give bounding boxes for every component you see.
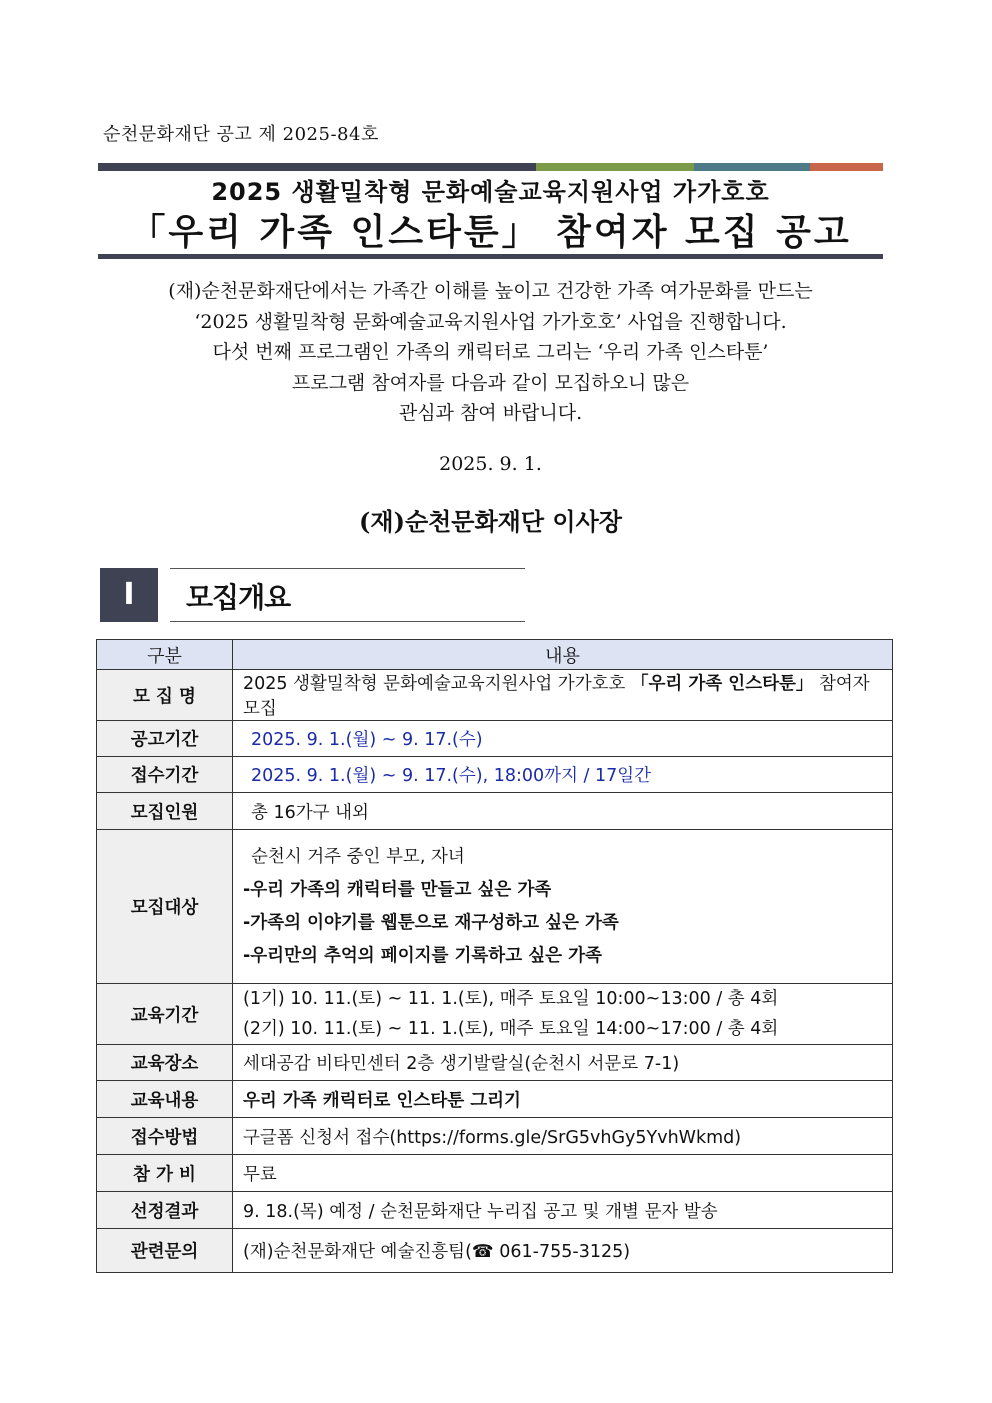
target-line: -가족의 이야기를 웹툰으로 재구성하고 싶은 가족 (243, 912, 619, 933)
edu-period-line: (1기) 10. 11.(토) ~ 11. 1.(토), 매주 토요일 10:00~13:00 / 총 4회 (243, 989, 779, 1009)
table-row (97, 1081, 893, 1118)
row-label: 접수방법 (97, 1118, 233, 1155)
fee-value: 무료 (233, 1155, 893, 1192)
table-row (97, 1045, 893, 1081)
organization-signature: (재)순천문화재단 이사장 (359, 507, 622, 536)
intro-paragraph (98, 276, 883, 429)
application-period-value: 2025. 9. 1.(월) ~ 9. 17.(수), 18:00까지 / 17일간 (233, 757, 893, 793)
section-rule-bottom (170, 621, 525, 622)
title-line-2: 「우리 가족 인스타툰」 참여자 모집 공고 (129, 212, 852, 253)
row-label: 관련문의 (97, 1229, 233, 1273)
row-label: 모 집 명 (97, 670, 233, 721)
edu-place-value: 세대공감 비타민센터 2층 생기발랄실(순천시 서문로 7-1) (233, 1045, 893, 1081)
contact-value: (재)순천문화재단 예술진흥팀(☎ 061-755-3125) (233, 1229, 893, 1273)
target-line: -우리만의 추억의 페이지를 기록하고 싶은 가족 (243, 945, 602, 966)
edu-period-value (233, 984, 893, 1045)
section-rule-top (170, 568, 525, 569)
table-row (97, 1155, 893, 1192)
table-row (97, 793, 893, 830)
recruit-name-suffix: 참여자 모집 (243, 674, 870, 719)
selection-value: 9. 18.(목) 예정 / 순천문화재단 누리집 공고 및 개별 문자 발송 (233, 1192, 893, 1229)
recruit-name-prefix: 2025 생활밀착형 문화예술교육지원사업 가가호호 (243, 674, 631, 694)
intro-line: 프로그램 참여자를 다음과 같이 모집하오니 많은 (291, 371, 690, 394)
table-row (97, 670, 893, 721)
notice-number: 순천문화재단 공고 제 2025-84호 (103, 124, 379, 145)
row-label: 참 가 비 (97, 1155, 233, 1192)
header-bar-segment (810, 163, 883, 171)
table-row (97, 984, 893, 1045)
row-label: 모집인원 (97, 793, 233, 830)
header-content: 내용 (233, 640, 893, 670)
program-name: 「우리 가족 인스타툰」 (630, 674, 814, 694)
target-line: 순천시 거주 중인 부모, 자녀 (251, 846, 465, 867)
edu-period-line: (2기) 10. 11.(토) ~ 11. 1.(토), 매주 토요일 14:00~17:00 / 총 4회 (243, 1019, 779, 1039)
edu-content-value: 우리 가족 캐릭터로 인스타툰 그리기 (233, 1081, 893, 1118)
row-value (233, 670, 893, 721)
header-bar-segment (536, 163, 694, 171)
intro-line: (재)순천문화재단에서는 가족간 이해를 높이고 건강한 가족 여가문화를 만드는 (168, 280, 813, 302)
table-row (97, 830, 893, 984)
target-value (233, 830, 893, 984)
table-row (97, 721, 893, 757)
notice-period-value: 2025. 9. 1.(월) ~ 9. 17.(수) (233, 721, 893, 757)
intro-line: ‘2025 생활밀착형 문화예술교육지원사업 가가호호’ 사업을 진행합니다. (194, 310, 787, 333)
recruit-count-value: 총 16가구 내외 (233, 793, 893, 830)
title-line-1: 2025 생활밀착형 문화예술교육지원사업 가가호호 (211, 178, 770, 206)
recruitment-overview-table (96, 639, 893, 1273)
row-label: 모집대상 (97, 830, 233, 984)
intro-line: 관심과 참여 바랍니다. (398, 402, 583, 424)
header-bar-segment (694, 163, 810, 171)
table-row (97, 1118, 893, 1155)
notice-date: 2025. 9. 1. (439, 453, 542, 475)
intro-line: 다섯 번째 프로그램인 가족의 캐릭터로 그리는 ‘우리 가족 인스타툰’ (212, 341, 769, 363)
table-row (97, 757, 893, 793)
title-divider (98, 254, 883, 259)
apply-method-value[interactable]: 구글폼 신청서 접수(https://forms.gle/SrG5vhGy5YvhWkmd) (233, 1118, 893, 1155)
row-label: 교육장소 (97, 1045, 233, 1081)
header-bar-segment (98, 163, 536, 171)
row-label: 공고기간 (97, 721, 233, 757)
row-label: 접수기간 (97, 757, 233, 793)
section-title: 모집개요 (186, 581, 291, 614)
target-line: -우리 가족의 캐릭터를 만들고 싶은 가족 (243, 879, 552, 900)
row-label: 교육기간 (97, 984, 233, 1045)
section-number-badge: I (100, 568, 158, 622)
header-category: 구분 (97, 640, 233, 670)
table-row (97, 1229, 893, 1273)
row-label: 교육내용 (97, 1081, 233, 1118)
table-row (97, 1192, 893, 1229)
table-header-row (97, 640, 893, 670)
row-label: 선정결과 (97, 1192, 233, 1229)
